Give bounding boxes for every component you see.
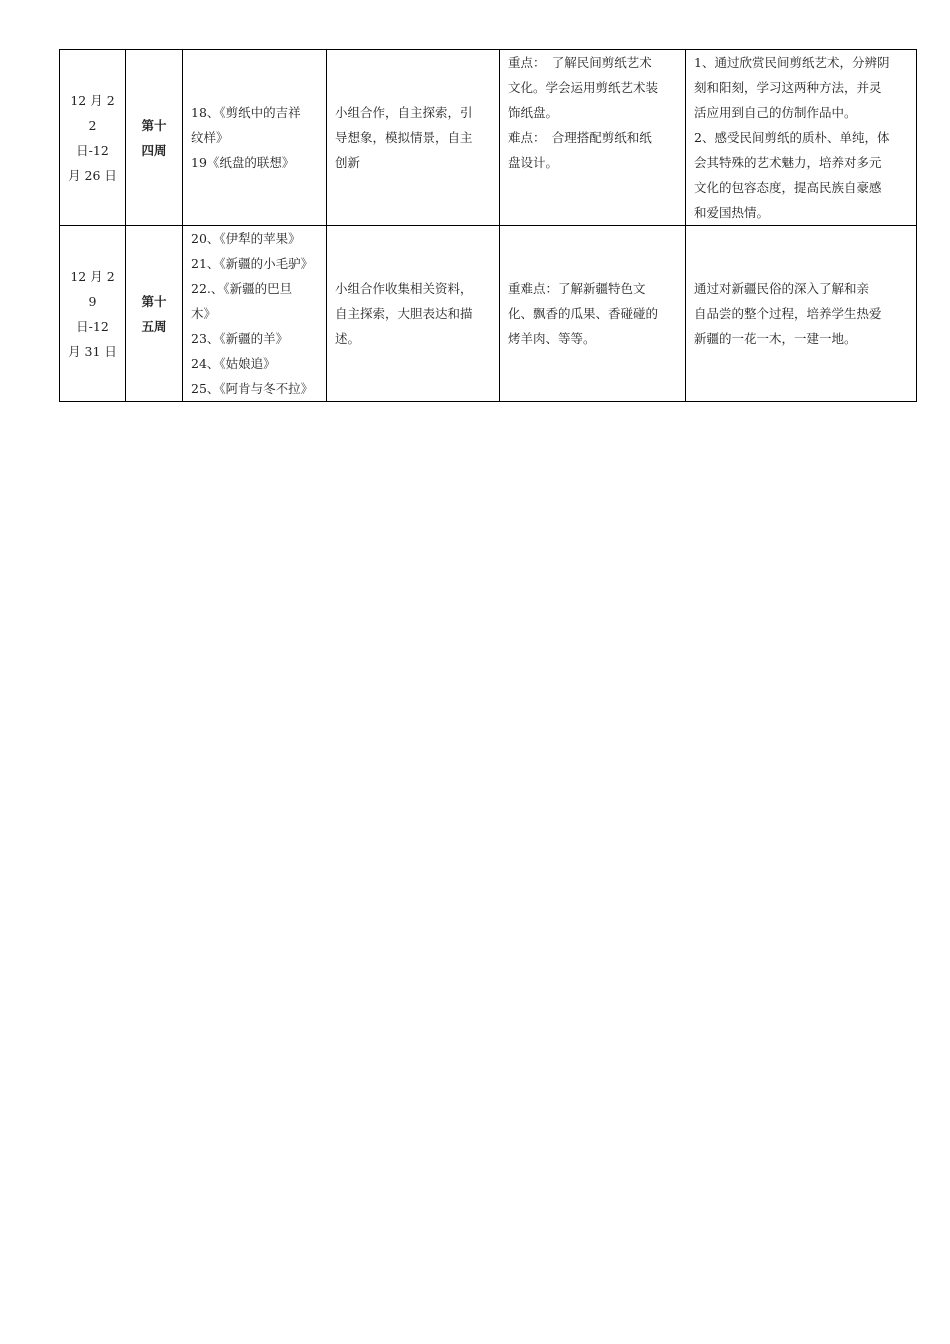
lesson-line: 纹样》	[191, 130, 229, 145]
lesson-line: 25、《阿肯与冬不拉》	[191, 381, 314, 396]
keypoint-line: 重点： 了解民间剪纸艺术	[508, 55, 652, 70]
method-line: 小组合作，自主探索，引	[335, 105, 473, 120]
lesson-line: 22.、《新疆的巴旦	[191, 281, 293, 296]
lessons-cell	[183, 50, 327, 226]
lesson-line: 24、《姑娘追》	[191, 356, 276, 371]
teaching-plan-table	[59, 49, 917, 402]
week-line: 四周	[141, 142, 167, 158]
lesson-line: 木》	[191, 306, 217, 321]
lesson-line: 21、《新疆的小毛驴》	[191, 256, 314, 271]
keypoint-line: 文化。学会运用剪纸艺术装	[508, 80, 659, 95]
date-line: 12 月 29	[70, 268, 115, 309]
keypoint-line: 烤羊肉、等等。	[508, 331, 596, 346]
goal-line: 2、感受民间剪纸的质朴、单纯，体	[694, 130, 890, 145]
goal-line: 和爱国热情。	[694, 205, 770, 220]
goal-line: 会其特殊的艺术魅力，培养对多元	[694, 155, 882, 170]
goals-cell	[686, 50, 917, 226]
keypoint-line: 难点： 合理搭配剪纸和纸	[508, 130, 652, 145]
method-line: 小组合作收集相关资料，	[335, 281, 473, 296]
keypoint-line: 盘设计。	[508, 155, 559, 170]
method-cell	[327, 226, 500, 402]
keypoints-cell	[500, 226, 686, 402]
goal-line: 自品尝的整个过程，培养学生热爱	[694, 306, 882, 321]
goal-line: 新疆的一花一木，一建一地。	[694, 331, 857, 346]
lesson-line: 19《纸盘的联想》	[191, 155, 295, 170]
goal-line: 通过对新疆民俗的深入了解和亲	[694, 281, 870, 296]
lessons-cell	[183, 226, 327, 402]
keypoints-cell	[500, 50, 686, 226]
goal-line: 1、通过欣赏民间剪纸艺术，分辨阴	[694, 55, 890, 70]
method-line: 导想象，模拟情景，自主	[335, 130, 473, 145]
week-line: 第十	[141, 117, 167, 133]
date-range-cell	[60, 50, 126, 226]
keypoint-line: 重难点：了解新疆特色文	[508, 281, 646, 296]
week-line: 五周	[141, 318, 167, 334]
lesson-line: 20、《伊犁的苹果》	[191, 231, 301, 246]
date-line: 日-12	[76, 318, 109, 334]
method-line: 创新	[335, 155, 361, 170]
goal-line: 刻和阳刻，学习这两种方法，并灵	[694, 80, 882, 95]
lesson-line: 18、《剪纸中的吉祥	[191, 105, 301, 120]
method-cell	[327, 50, 500, 226]
method-line: 自主探索，大胆表达和描	[335, 306, 473, 321]
week-cell	[126, 50, 183, 226]
goals-cell	[686, 226, 917, 402]
week-line: 第十	[141, 293, 167, 309]
date-line: 月 26 日	[68, 167, 117, 183]
table-row	[60, 50, 917, 226]
lesson-line: 23、《新疆的羊》	[191, 331, 289, 346]
goal-line: 活应用到自己的仿制作品中。	[694, 105, 857, 120]
keypoint-line: 化、飘香的瓜果、香碰碰的	[508, 306, 659, 321]
date-line: 月 31 日	[68, 343, 117, 359]
date-line: 日-12	[76, 142, 109, 158]
date-line: 12 月 22	[70, 92, 115, 133]
date-range-cell	[60, 226, 126, 402]
goal-line: 文化的包容态度，提高民族自豪感	[694, 180, 882, 195]
week-cell	[126, 226, 183, 402]
keypoint-line: 饰纸盘。	[508, 105, 559, 120]
table-row	[60, 226, 917, 402]
method-line: 述。	[335, 331, 361, 346]
